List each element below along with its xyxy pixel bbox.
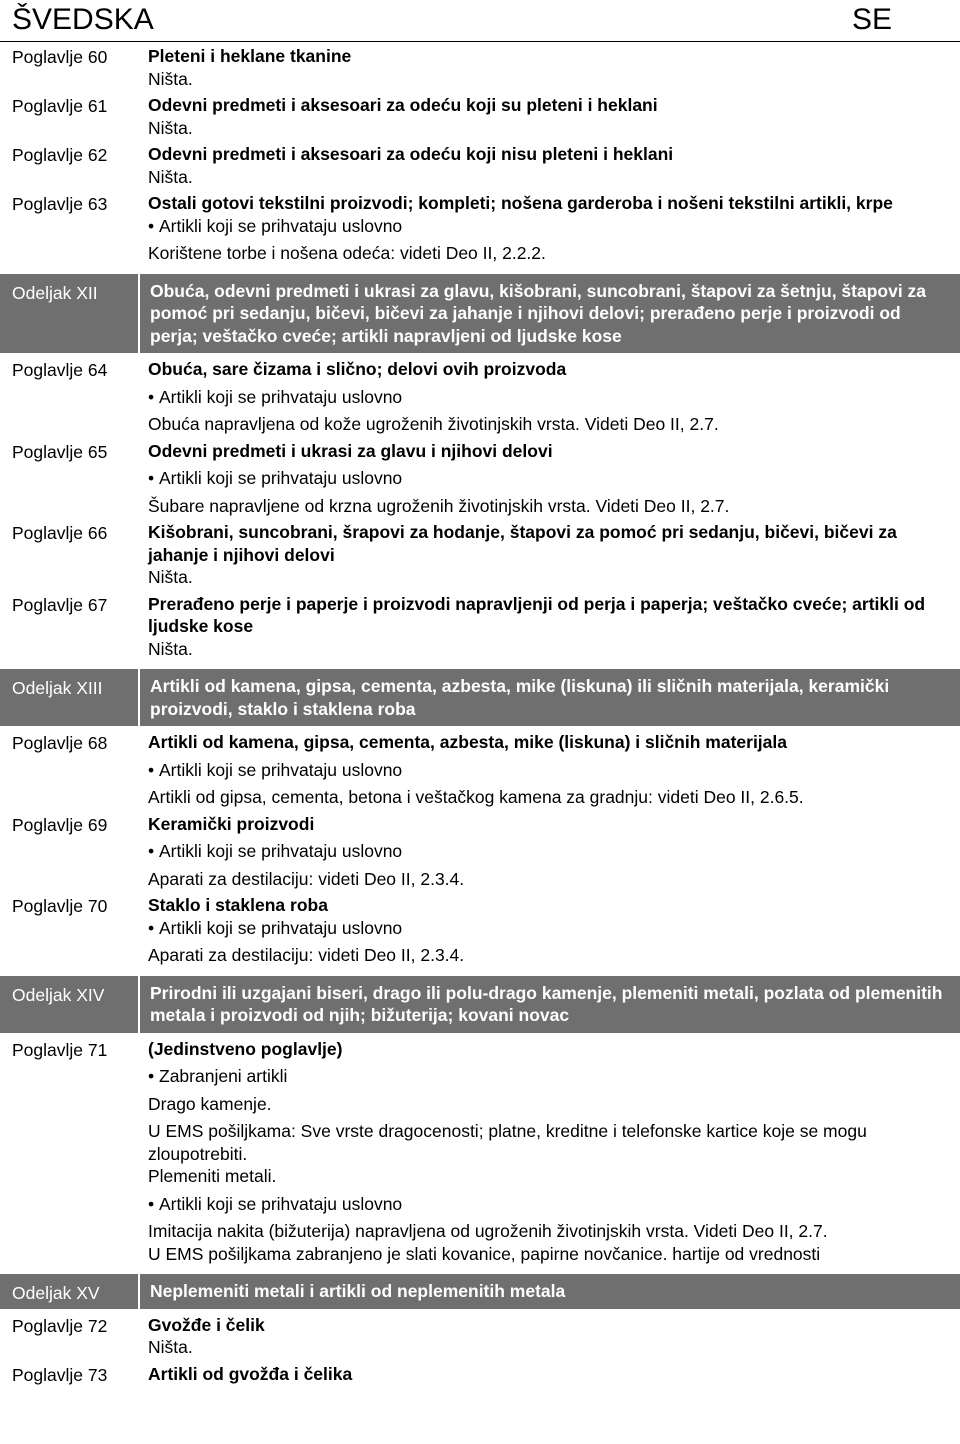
chapter-title: Kišobrani, suncobrani, šrapovi za hodanje, štapovi za pomoć pri sedanju, bičevi, bičevi za jahanje i njihovi delovi xyxy=(148,522,897,565)
chapter-title: (Jedinstveno poglavlje) xyxy=(148,1038,343,1059)
section-row xyxy=(0,669,960,726)
chapter-title: Odevni predmeti i aksesoari za odeću koji nisu pleteni i heklani xyxy=(148,144,674,164)
note-text: Šubare napravljene od krzna ugroženih životinjskih vrsta. Videti Deo II, 2.7. xyxy=(148,495,730,516)
note-text: Ništa. xyxy=(148,1337,193,1357)
section-title: Artikli od kamena, gipsa, cementa, azbesta, mike (liskuna) ili sličnih materijala, keramički proizvodi, staklo i staklena roba xyxy=(150,676,890,719)
row-content xyxy=(138,1037,960,1267)
chapter-label: Poglavlje 62 xyxy=(12,145,108,165)
bullet-item: • Artikli koji se prihvataju uslovno xyxy=(148,917,948,940)
chapter-label: Poglavlje 60 xyxy=(12,47,108,67)
bullet-item: • Zabranjeni artikli xyxy=(148,1065,948,1088)
section-title: Prirodni ili uzgajani biseri, drago ili polu-drago kamenje, plemeniti metali, pozlata od plemenitih metala i proizvodi od njih; bižuterija; kovani novac xyxy=(150,982,943,1025)
row-content xyxy=(138,592,960,662)
chapter-label: Poglavlje 65 xyxy=(12,441,108,462)
chapter-label: Poglavlje 69 xyxy=(12,814,108,835)
chapter-title: Staklo i staklena roba xyxy=(148,895,328,915)
chapter-row xyxy=(0,520,960,590)
section-row xyxy=(0,1274,960,1309)
note-text: Plemeniti metali. xyxy=(148,1166,277,1186)
bullet-item: • Artikli koji se prihvataju uslovno xyxy=(148,1193,948,1216)
chapter-row xyxy=(0,893,960,968)
row-content xyxy=(138,893,960,968)
chapter-title: Odevni predmeti i ukrasi za glavu i njihovi delovi xyxy=(148,440,553,461)
chapter-title: Artikli od kamena, gipsa, cementa, azbesta, mike (liskuna) i sličnih materijala xyxy=(148,732,787,752)
bullet-item: • Artikli koji se prihvataju uslovno xyxy=(148,467,948,490)
row-content xyxy=(138,439,960,519)
note-text: Obuća napravljena od kože ugroženih životinjskih vrsta. Videti Deo II, 2.7. xyxy=(148,414,719,434)
note-text: Imitacija nakita (bižuterija) napravljena od ugroženih životinjskih vrsta. Videti Deo II, 2.7. xyxy=(148,1221,828,1241)
note-text: Korištene torbe i nošena odeća: videti Deo II, 2.2.2. xyxy=(148,243,546,263)
bullet-item: • Artikli koji se prihvataju uslovno xyxy=(148,215,948,238)
chapter-label: Poglavlje 61 xyxy=(12,96,108,116)
section-title: Neplemeniti metali i artikli od neplemenitih metala xyxy=(150,1281,566,1301)
chapter-row xyxy=(0,191,960,266)
chapter-row xyxy=(0,142,960,189)
chapter-title: Gvožđe i čelik xyxy=(148,1314,265,1335)
row-content xyxy=(138,730,960,810)
bullet-item: • Artikli koji se prihvataju uslovno xyxy=(148,386,948,409)
chapter-title: Artikli od gvožđa i čelika xyxy=(148,1363,353,1384)
chapter-title: Obuća, sare čizama i slično; delovi ovih proizvoda xyxy=(148,359,567,379)
chapter-label: Poglavlje 63 xyxy=(12,194,108,214)
chapter-title: Ostali gotovi tekstilni proizvodi; kompleti; nošena garderoba i nošeni tekstilni artikli, krpe xyxy=(148,193,893,213)
chapter-label: Poglavlje 68 xyxy=(12,733,108,753)
note-text: U EMS pošiljkama zabranjeno je slati kovanice, papirne novčanice. hartije od vrednosti xyxy=(148,1243,821,1264)
note-text: Ništa. xyxy=(148,166,193,187)
row-content xyxy=(138,44,960,91)
note-text: Artikli od gipsa, cementa, betona i veštačkog kamena za gradnju: videti Deo II, 2.6.5. xyxy=(148,787,804,807)
row-content xyxy=(138,520,960,590)
chapter-list xyxy=(0,44,960,1386)
row-content xyxy=(140,976,960,1033)
row-content xyxy=(138,357,960,437)
row-content xyxy=(138,93,960,140)
chapter-label: Poglavlje 71 xyxy=(12,1039,108,1060)
chapter-title: Keramički proizvodi xyxy=(148,813,315,834)
chapter-row xyxy=(0,439,960,519)
chapter-label: Poglavlje 66 xyxy=(12,523,108,543)
row-content xyxy=(138,191,960,266)
chapter-title: Pleteni i heklane tkanine xyxy=(148,46,352,66)
country-name: ŠVEDSKA xyxy=(12,3,154,36)
chapter-row xyxy=(0,812,960,892)
chapter-title: Odevni predmeti i aksesoari za odeću koji su pleteni i heklani xyxy=(148,95,658,115)
row-content xyxy=(140,274,960,354)
chapter-label: Poglavlje 64 xyxy=(12,360,108,380)
row-content xyxy=(140,1274,960,1309)
chapter-row xyxy=(0,1362,960,1387)
chapter-row xyxy=(0,357,960,437)
chapter-label: Poglavlje 73 xyxy=(12,1364,108,1385)
chapter-row xyxy=(0,1037,960,1267)
note-text: Ništa. xyxy=(148,638,193,659)
note-text: Aparati za destilaciju: videti Deo II, 2.3.4. xyxy=(148,945,465,965)
row-content xyxy=(140,669,960,726)
note-text: Aparati za destilaciju: videti Deo II, 2.3.4. xyxy=(148,868,465,889)
section-title: Obuća, odevni predmeti i ukrasi za glavu, kišobrani, suncobrani, štapovi za šetnju, štapovi za pomoć pri sedanju, bičevi, bičevi za jahanje i njihovi delovi; prerađeno perje i proizvodi od perja; veštačko cveće; artikli napravljeni od ljudske kose xyxy=(150,280,927,346)
section-label: Odeljak XII xyxy=(0,274,138,354)
section-row xyxy=(0,976,960,1033)
section-label: Odeljak XV xyxy=(0,1274,138,1309)
note-text: U EMS pošiljkama: Sve vrste dragocenosti; platne, kreditne i telefonske kartice koje se mogu zloupotrebiti. xyxy=(148,1121,867,1164)
row-content xyxy=(138,1362,960,1387)
chapter-row xyxy=(0,730,960,810)
chapter-row xyxy=(0,44,960,91)
note-text: Ništa. xyxy=(148,68,193,89)
chapter-row xyxy=(0,93,960,140)
row-content xyxy=(138,812,960,892)
chapter-label: Poglavlje 67 xyxy=(12,594,108,615)
note-text: Ništa. xyxy=(148,567,193,587)
note-text: Drago kamenje. xyxy=(148,1093,272,1114)
section-row xyxy=(0,274,960,354)
country-code: SE xyxy=(851,3,892,36)
chapter-label: Poglavlje 72 xyxy=(12,1315,108,1336)
section-label: Odeljak XIV xyxy=(0,976,138,1033)
page-header xyxy=(0,0,960,42)
note-text: Ništa. xyxy=(148,117,193,138)
section-label: Odeljak XIII xyxy=(0,669,138,726)
chapter-title: Prerađeno perje i paperje i proizvodi napravljenji od perja i paperja; veštačko cveće; artikli od ljudske kose xyxy=(148,593,926,636)
chapter-row xyxy=(0,1313,960,1360)
row-content xyxy=(138,142,960,189)
bullet-item: • Artikli koji se prihvataju uslovno xyxy=(148,759,948,782)
chapter-row xyxy=(0,592,960,662)
chapter-label: Poglavlje 70 xyxy=(12,896,108,916)
bullet-item: • Artikli koji se prihvataju uslovno xyxy=(148,840,948,863)
row-content xyxy=(138,1313,960,1360)
